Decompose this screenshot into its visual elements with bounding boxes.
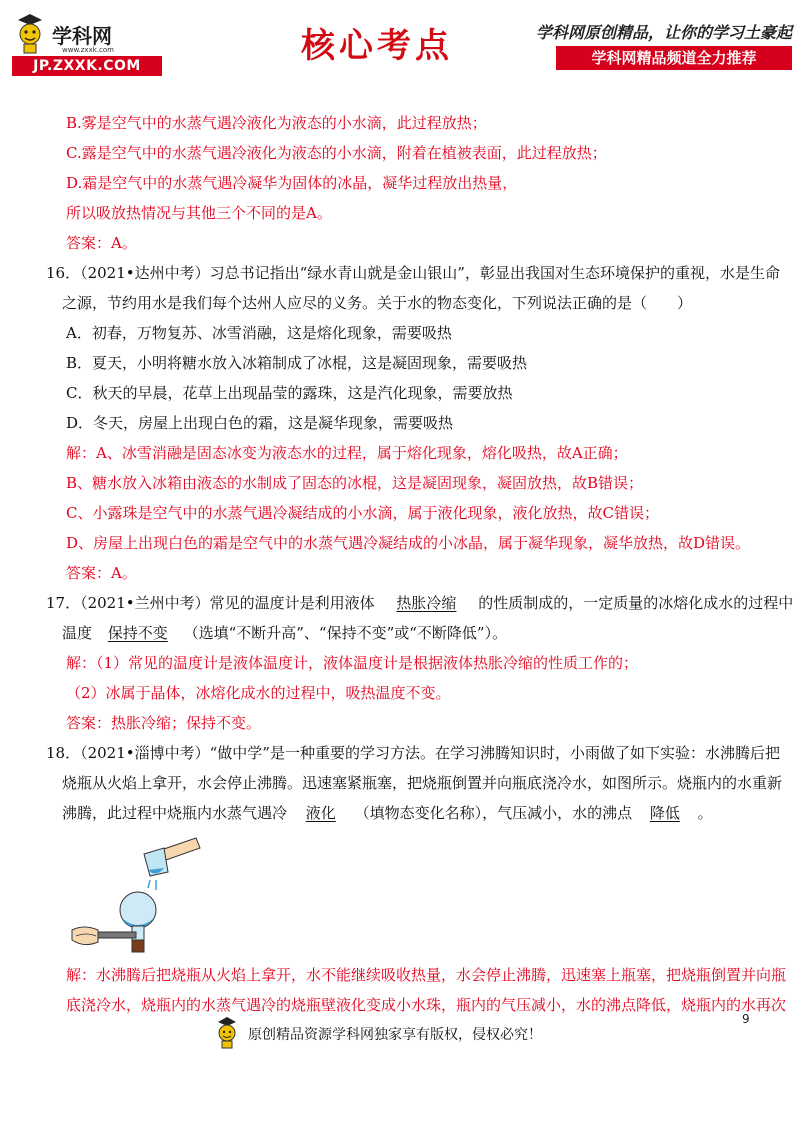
document-body: [46, 108, 794, 1020]
solution-line: D、房屋上出现白色的霜是空气中的水蒸气遇冷凝结成的小冰晶，属于凝华现象，凝华放热，故D错误。: [66, 534, 751, 552]
option-a: A．初春，万物复苏、冰雪消融，这是熔化现象，需要吸热: [66, 324, 452, 342]
question-17-stem-cont: [62, 618, 752, 648]
fill-blank: 液化: [305, 804, 336, 822]
header-slogan: 学科网原创精品，让你的学习土豪起: [535, 23, 792, 42]
solution-line: C、小露珠是空气中的水蒸气遇冷凝结成的小水滴，属于液化现象，液化放热，故C错误；: [66, 504, 659, 522]
header-slogan-banner: 学科网精品频道全力推荐: [556, 46, 792, 70]
text-segment: 的性质制成的，一定质量的冰熔化成水的过程中: [478, 594, 794, 612]
solution-line: 解：A、冰雪消融是固态冰变为液态水的过程，属于熔化现象，熔化吸热，故A正确；: [66, 444, 628, 462]
page-footer: [210, 1016, 590, 1052]
answer-final: 答案：热胀冷缩；保持不变。: [66, 714, 262, 732]
option-c: C．秋天的早晨，花草上出现晶莹的露珠，这是汽化现象，需要放热: [66, 384, 513, 402]
text-segment: 17．（2021•兰州中考）常见的温度计是利用液体: [46, 594, 375, 612]
answer-line: D.霜是空气中的水蒸气遇冷凝华为固体的冰晶，凝华过程放出热量，: [66, 174, 518, 192]
copyright-notice: 原创精品资源学科网独家享有版权，侵权必究！: [248, 1027, 542, 1043]
answer-line: C.露是空气中的水蒸气遇冷液化为液态的小水滴，附着在植被表面，此过程放热；: [66, 144, 607, 162]
fill-blank: 保持不变: [107, 624, 168, 642]
text-segment: （选填“不断升高”、“保持不变”或“不断降低”）。: [183, 624, 508, 642]
question-18-stem: 18．（2021•淄博中考）“做中学”是一种重要的学习方法。在学习沸腾知识时，小雨做了如下实验：水沸腾后把: [46, 744, 780, 762]
zxxk-logo[interactable]: [10, 12, 160, 74]
solution-line: （2）冰属于晶体，冰熔化成水的过程中，吸热温度不变。: [66, 684, 451, 702]
question-16-stem: 16．（2021•达州中考）习总书记指出“绿水青山就是金山银山”，彰显出我国对生态环境保护的重视，水是生命: [46, 264, 780, 282]
option-b: B．夏天，小明将糖水放入冰箱制成了冰棍，这是凝固现象，需要吸热: [66, 354, 528, 372]
solution-line: B、糖水放入冰箱由液态的水制成了固态的冰棍，这是凝固现象，凝固放热，故B错误；: [66, 474, 644, 492]
option-d: D．冬天，房屋上出现白色的霜，这是凝华现象，需要吸热: [66, 414, 454, 432]
logo-banner: JP.ZXXK.COM: [12, 56, 162, 76]
solution-line: 解：（1）常见的温度计是液体温度计，液体温度计是根据液体热胀冷缩的性质工作的；: [66, 654, 639, 672]
text-segment: 沸腾，此过程中烧瓶内水蒸气遇冷: [62, 804, 288, 822]
text-segment: 温度: [62, 624, 93, 642]
page-header: [0, 0, 800, 80]
answer-line: 所以吸放热情况与其他三个不同的是A。: [66, 204, 332, 222]
question-18-stem-cont: 烧瓶从火焰上拿开，水会停止沸腾。迅速塞紧瓶塞，把烧瓶倒置并向瓶底浇冷水，如图所示。烧瓶内的水重新: [62, 774, 783, 792]
text-segment: 。: [697, 804, 713, 822]
logo-name: 学科网: [52, 24, 112, 48]
fill-blank: 降低: [649, 804, 680, 822]
text-segment: （填物态变化名称），气压减小，水的沸点: [354, 804, 633, 822]
header-title: 核心考点: [301, 26, 453, 66]
question-18-stem-cont: [62, 798, 752, 828]
answer-line: B.雾是空气中的水蒸气遇冷液化为液态的小水滴，此过程放热；: [66, 114, 487, 132]
answer-final: 答案：A。: [66, 564, 137, 582]
answer-final: 答案：A。: [66, 234, 137, 252]
question-17-stem: [46, 588, 794, 618]
fill-blank: 热胀冷缩: [396, 594, 457, 612]
mascot-icon: [212, 1016, 242, 1050]
flask-experiment-figure: [62, 832, 752, 960]
page-number: 9: [742, 1012, 750, 1026]
solution-line: 解：水沸腾后把烧瓶从火焰上拿开，水不能继续吸收热量，水会停止沸腾，迅速塞上瓶塞，把烧瓶倒置并向瓶: [66, 966, 787, 984]
flask-illustration: [66, 832, 266, 960]
logo-url: www.zxxk.com: [62, 46, 114, 54]
solution-line: 底浇冷水，烧瓶内的水蒸气遇冷的烧瓶壁液化变成小水珠，瓶内的气压减小，水的沸点降低，烧瓶内的水再次: [66, 996, 787, 1014]
question-16-stem-cont: 之源，节约用水是我们每个达州人应尽的义务。关于水的物态变化，下列说法正确的是（ ）: [62, 294, 693, 312]
mascot-icon: [10, 12, 50, 56]
